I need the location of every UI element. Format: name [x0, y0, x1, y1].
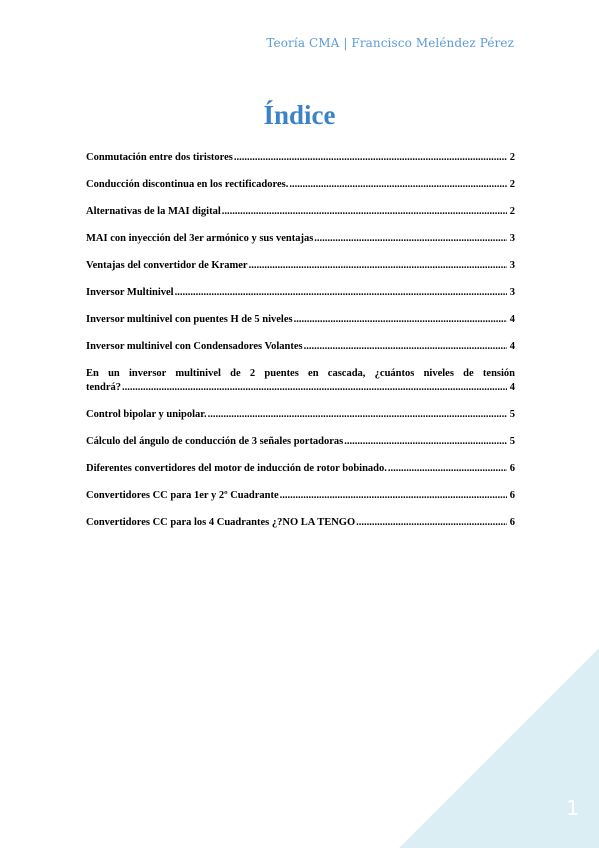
toc-entry[interactable] — [86, 408, 515, 422]
toc-entry-text: Ventajas del convertidor de Kramer — [86, 260, 248, 271]
toc-entry-text: En un inversor multinivel de 2 puentes en cascada, ¿cuántos niveles de tensión — [86, 368, 515, 379]
toc-leader-dots — [289, 178, 506, 192]
toc-entry-page: 4 — [509, 382, 515, 393]
toc-entry[interactable] — [86, 462, 515, 476]
toc-entry-page: 6 — [509, 517, 515, 528]
toc-entry-page: 6 — [509, 463, 515, 474]
toc-leader-dots — [356, 516, 507, 530]
toc-entry-page: 4 — [509, 341, 515, 352]
toc-entry-page: 3 — [509, 233, 515, 244]
toc-entry-text: Conmutación entre dos tiristores — [86, 152, 233, 163]
toc-entry-page: 6 — [509, 490, 515, 501]
toc-entry[interactable] — [86, 367, 515, 395]
toc-entry-text: Control bipolar y unipolar. — [86, 409, 207, 420]
toc-leader-dots — [304, 340, 507, 354]
toc-entry-text: MAI con inyección del 3er armónico y sus ventajas — [86, 233, 314, 244]
toc-leader-dots — [222, 205, 507, 219]
toc-entry[interactable] — [86, 489, 515, 503]
toc-entry[interactable] — [86, 286, 515, 300]
toc-entry[interactable] — [86, 313, 515, 327]
toc-leader-dots — [314, 232, 506, 246]
toc-entry-text: Inversor Multinivel — [86, 287, 174, 298]
toc-title: Índice — [263, 100, 336, 130]
toc-entry-text: Cálculo del ángulo de conducción de 3 señales portadoras — [86, 436, 344, 447]
toc-leader-dots — [122, 381, 507, 395]
toc-entry-text: Inversor multinivel con Condensadores Volantes — [86, 341, 303, 352]
toc-entry-page: 2 — [509, 179, 515, 190]
toc-leader-dots — [280, 489, 507, 503]
toc-entry[interactable] — [86, 232, 515, 246]
toc-leader-dots — [234, 151, 507, 165]
toc-leader-dots — [294, 313, 507, 327]
toc-leader-dots — [175, 286, 507, 300]
toc-leader-dots — [208, 408, 507, 422]
toc-entry-page: 2 — [509, 206, 515, 217]
toc-entry[interactable] — [86, 259, 515, 273]
toc-entry[interactable] — [86, 151, 515, 165]
toc-entry-page: 3 — [509, 287, 515, 298]
toc-entry[interactable] — [86, 516, 515, 530]
toc-entry-page: 2 — [509, 152, 515, 163]
page-number: 1 — [566, 796, 579, 820]
toc-entry[interactable] — [86, 178, 515, 192]
toc-entry-text: Diferentes convertidores del motor de inducción de rotor bobinado. — [86, 463, 387, 474]
toc-entry-page: 5 — [509, 436, 515, 447]
toc-entry-text: Inversor multinivel con puentes H de 5 niveles — [86, 314, 293, 325]
toc-entry-page: 5 — [509, 409, 515, 420]
toc-entry-text-continued: tendrá? — [86, 382, 121, 393]
toc-leader-dots — [388, 462, 507, 476]
toc-entry[interactable] — [86, 205, 515, 219]
toc-entry-text: Convertidores CC para 1er y 2º Cuadrante — [86, 490, 279, 501]
table-of-contents — [86, 151, 515, 543]
toc-entry-page: 3 — [509, 260, 515, 271]
toc-leader-dots — [249, 259, 507, 273]
toc-entry[interactable] — [86, 435, 515, 449]
toc-entry-text: Conducción discontinua en los rectificadores. — [86, 179, 289, 190]
page-header: Teoría CMA | Francisco Meléndez Pérez — [266, 36, 514, 50]
toc-entry[interactable] — [86, 340, 515, 354]
toc-entry-page: 4 — [509, 314, 515, 325]
toc-leader-dots — [344, 435, 506, 449]
toc-entry-text: Convertidores CC para los 4 Cuadrantes ¿?NO LA TENGO — [86, 517, 356, 528]
toc-entry-text: Alternativas de la MAI digital — [86, 206, 221, 217]
